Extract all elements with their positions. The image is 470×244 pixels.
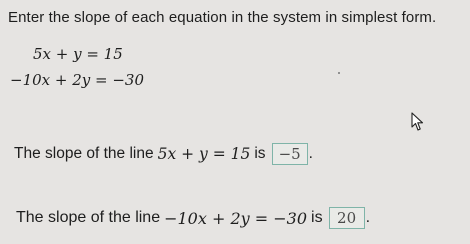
system-equation-1: 5x + y = 15 <box>33 45 123 63</box>
mouse-cursor-icon <box>411 112 425 132</box>
slope-answer-input-2[interactable]: 20 <box>329 207 365 229</box>
question-1 <box>14 143 313 165</box>
question-1-period: . <box>308 145 313 162</box>
instruction-text: Enter the slope of each equation in the system in simplest form. <box>8 9 437 26</box>
question-2-equation: −10x + 2y = −30 <box>164 208 308 228</box>
question-1-prefix: The slope of the line <box>14 145 154 162</box>
question-2 <box>16 207 370 229</box>
stray-dot <box>338 72 340 74</box>
question-2-prefix: The slope of the line <box>16 209 161 226</box>
question-1-is: is <box>254 145 266 162</box>
system-equation-2: −10x + 2y = −30 <box>10 71 144 89</box>
slope-answer-input-1[interactable]: −5 <box>272 143 308 165</box>
question-1-equation: 5x + y = 15 <box>157 145 251 163</box>
question-2-is: is <box>311 209 323 226</box>
question-2-period: . <box>365 209 371 226</box>
